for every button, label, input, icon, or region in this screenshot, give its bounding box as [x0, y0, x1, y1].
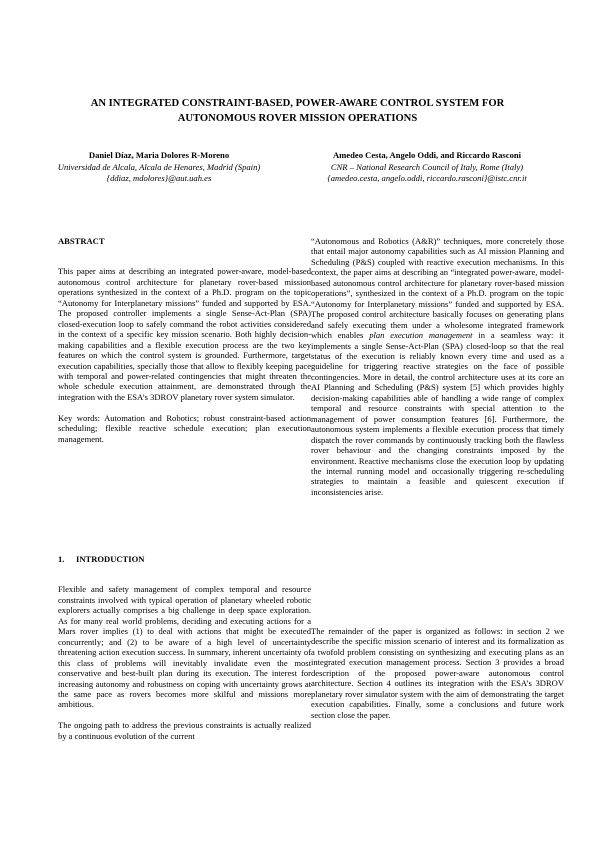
right-paragraph-2: The remainder of the paper is organized as follows: in section 2 we describe the specific mission scenario of interest and its formalization as a twofold problem consisting on synthesizing and executing plans as an integrated execution management process. Section 3 provides a broad description of the proposed power-aware autonomous control architecture. Section 4 outlines its integration with the ESA’s 3DROV planetary rover simulator system with the aim of demonstrating the target execution capabilities. Finally, some a conclusions and future work section close the paper. — [311, 626, 564, 720]
introduction-paragraph-1: Flexible and safety management of complex temporal and resource constraints involved with typical operation of planetary wheeled robotic explorers actually comprises a big challenge in deep space exploration. As for many real world problems, deciding and executing actions for a Mars rover implies (1) to deal with actions that might be executed concurrently; and (2) to be aware of a high level of uncertainty threatening action execution success. In summary, inherent uncertainty of this class of problems will inevitably invalidate even the most conservative and best-built plan during its execution. The interest for increasing autonomy and robustness on coping with uncertainty grows at the same pace as rovers becomes more skilful and missions more ambitious. — [58, 584, 311, 710]
right-column-lower — [311, 626, 564, 730]
section-heading-introduction — [58, 554, 311, 564]
author-names: Daniel Díaz, Maria Dolores R-Moreno — [88, 150, 230, 160]
emphasis-text: plan execution management — [369, 330, 473, 341]
author-names: Amedeo Cesta, Angelo Oddi, and Riccardo Rasconi — [332, 150, 522, 160]
section-title: INTRODUCTION — [76, 554, 145, 564]
author-block-left — [34, 150, 284, 185]
author-block-right — [302, 150, 552, 185]
paper-title — [50, 96, 545, 126]
keywords: Key words: Automation and Robotics; robust constraint-based action scheduling; flexible reactive schedule execution; plan execution management. — [58, 412, 311, 444]
title-line-1: AN INTEGRATED CONSTRAINT-BASED, POWER-AWARE CONTROL SYSTEM FOR — [90, 98, 505, 109]
abstract-body: This paper aims at describing an integrated power-aware, model-based autonomous control architecture for planetary rover-based mission operations synthesized in the context of a Ph.D. program on the topic “Autonomy for Interplanetary missions” funded and supported by ESA. The proposed controller implements a single Sense-Act-Plan (SPA) closed-execution loop to safely command the robot activities considered in the context of a specific key mission scenario. Both highly decision-making capabilities and a flexible execution process are the two key features on which the control system is grounded. Furthermore, target execution capabilities, specially those that allow to flexibly keeping pace with temporal and power-related contingencies that might threaten the whole schedule execution attainment, are demonstrated through the integration with the ESA’s 3DROV planetary rover system simulator. — [58, 266, 311, 402]
author-affiliation: CNR – National Research Council of Italy, Rome (Italy) — [330, 161, 524, 172]
introduction-paragraph-2: The ongoing path to address the previous constraints is actually realized by a continuous evolution of the current — [58, 720, 311, 741]
right-column — [311, 236, 564, 508]
introduction-section — [58, 554, 311, 752]
author-emails: {amedeo.cesta, angelo.oddi, riccardo.rasconi}@istc.cnr.it — [327, 173, 527, 184]
paragraph-text: in a seamless way: it implements a single Sense-Act-Plan (SPA) closed-loop so that the real status of the execution is reliably known every time and used as a guideline for triggering reactive strategies on the face of possible contingencies. More in detail, the control architecture uses at its core an AI Planning and Scheduling (P&S) system [5] which provides highly decision-making capabilities able of handling a wide range of complex temporal and resource constraints with special attention to the management of power consumption features [6]. Furthermore, the autonomous system implements a flexible execution process that timely dispatch the rover commands by continuously tracking both the flawless rover behaviour and the changing constraints imposed by the environment. Reactive mechanisms close the execution loop by updating the internal running model and occasionally triggering re-scheduling strategies to maintain a feasible and quiescent execution if inconsistencies arise. — [311, 330, 565, 497]
abstract-heading: ABSTRACT — [58, 236, 105, 246]
author-emails: {ddiaz, mdolores}@aut.uah.es — [106, 173, 212, 184]
paragraph-text: “Autonomous and Robotics (A&R)” techniques, more concretely those that entail major autonomy capabilities such as AI mission Planning and Scheduling (P&S) coupled with reactive execution mechanisms. In this context, the paper aims at describing an “integrated power-aware, model-based autonomous control architecture for planetary rover-based mission operations”, synthesized in the context of a Ph.D. program on the topic “Autonomy for Interplanetary missions” funded and supported by ESA. The proposed control architecture basically focuses on generating plans and safely executing them under a wholesome integrated framework which enables — [311, 236, 564, 341]
right-paragraph-1 — [311, 236, 564, 497]
section-number: 1. — [58, 554, 65, 564]
left-column — [58, 236, 311, 454]
author-affiliation: Universidad de Alcala, Alcala de Henares, Madrid (Spain) — [57, 161, 261, 172]
title-line-2: AUTONOMOUS ROVER MISSION OPERATIONS — [177, 113, 418, 124]
